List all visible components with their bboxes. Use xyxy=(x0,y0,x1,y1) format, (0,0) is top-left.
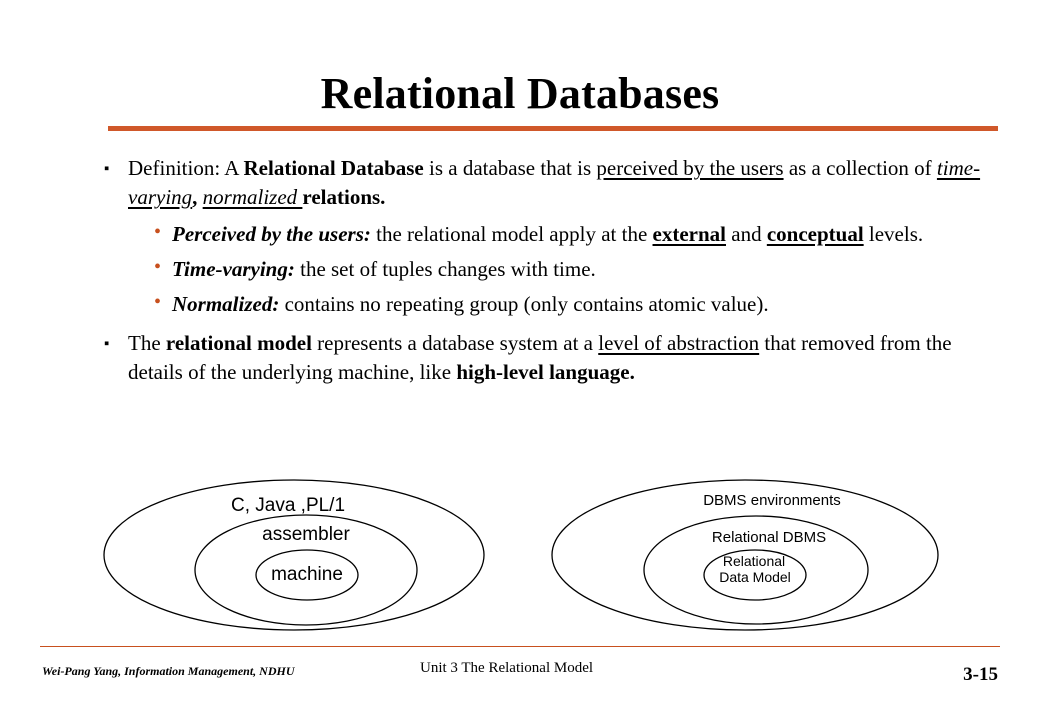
inner-label-line2: Data Model xyxy=(719,569,791,585)
middle-label: assembler xyxy=(262,524,350,545)
bold-term: relations. xyxy=(302,185,386,209)
bullet-text: as a collection of xyxy=(783,156,937,180)
sub-bullet-text: and xyxy=(726,222,767,246)
underlined-term: conceptual xyxy=(766,222,864,246)
footer-divider xyxy=(40,646,1000,647)
bold-term: relational model xyxy=(165,331,312,355)
outer-label: DBMS environments xyxy=(703,492,841,509)
underlined-term: normalized xyxy=(202,185,303,209)
sub-bullet-term: Normalized: xyxy=(172,292,280,316)
page-number: 3-15 xyxy=(963,664,998,685)
sub-bullet-text: levels. xyxy=(863,222,924,246)
sub-bullet-term: Perceived by the users: xyxy=(172,222,371,246)
outer-label: C, Java ,PL/1 xyxy=(230,495,346,516)
underlined-term: time-varying xyxy=(128,156,981,209)
underlined-term: perceived by the users xyxy=(596,156,784,180)
square-bullet-icon: ▪ xyxy=(104,161,110,177)
footer-unit: Unit 3 The Relational Model xyxy=(420,660,594,676)
sub-bullet-text: the set of tuples changes with time. xyxy=(294,257,596,281)
bullet-text: is a database that is xyxy=(423,156,597,180)
slide-title: Relational Databases xyxy=(320,69,720,118)
dot-bullet-icon: • xyxy=(154,256,162,278)
sub-bullet-term: Time-varying: xyxy=(172,257,295,281)
bold-term: Relational Database xyxy=(243,156,424,180)
bullet-text: , xyxy=(192,185,203,209)
sub-bullet-text: the relational model apply at the xyxy=(370,222,653,246)
bullet-text: represents a database system at a xyxy=(311,331,599,355)
bullet-text: that removed from the details of the underlying machine, like xyxy=(128,331,952,384)
dot-bullet-icon: • xyxy=(154,221,162,243)
square-bullet-icon: ▪ xyxy=(104,336,110,352)
underlined-term: external xyxy=(652,222,726,246)
bullet-text: Definition: A xyxy=(128,156,244,180)
middle-label: Relational DBMS xyxy=(711,529,827,546)
underlined-term: level of abstraction xyxy=(598,331,760,355)
bullet-text: The xyxy=(128,331,166,355)
sub-bullet-text: contains no repeating group (only contains atomic value). xyxy=(279,292,769,316)
bold-term: high-level language. xyxy=(456,360,635,384)
footer-author: Wei-Pang Yang, Information Management, NDHU xyxy=(42,664,295,678)
inner-label-line1: Relational xyxy=(722,553,786,569)
dot-bullet-icon: • xyxy=(154,291,162,313)
inner-label: machine xyxy=(271,564,343,585)
